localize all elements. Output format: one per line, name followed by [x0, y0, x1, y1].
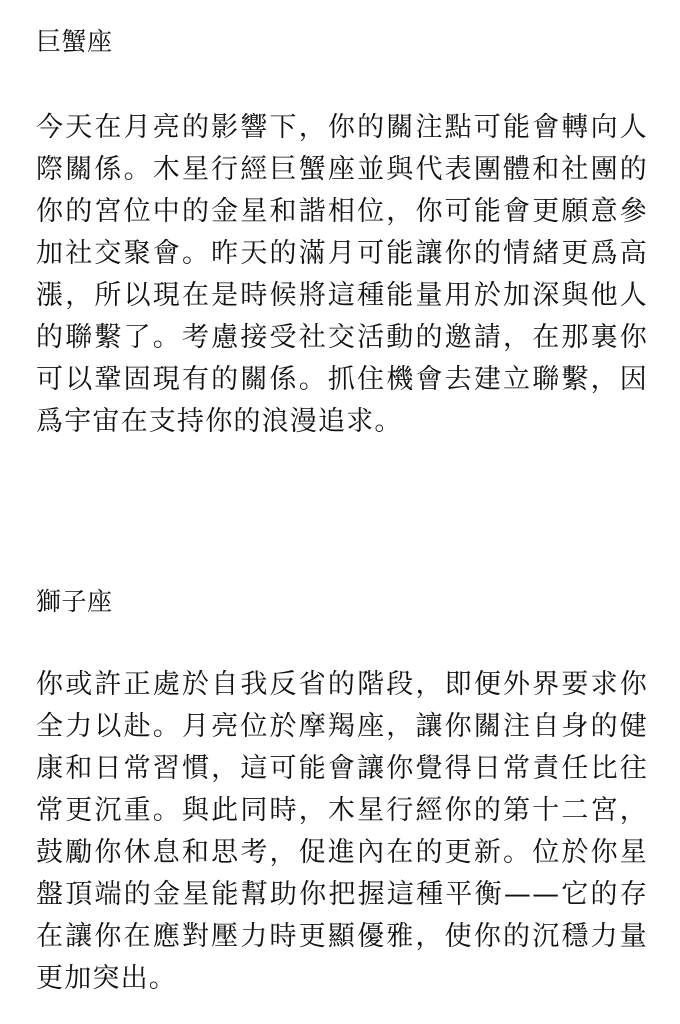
section-title-leo: 獅子座 [36, 587, 113, 616]
section-title-cancer: 巨蟹座 [36, 27, 113, 56]
section-body-cancer: 今天在月亮的影響下，你的關注點可能會轉向人際關係。木星行經巨蟹座並與代表團體和社團的你的宮位中的金星和諧相位，你可能會更願意參加社交聚會。昨天的滿月可能讓你的情緒更爲高漲，所以現在是時候將這種能量用於加深與他人的聯繫了。考慮接受社交活動的邀請，在那裏你可以鞏固現有的關係。抓住機會去建立聯繫，因爲宇宙在支持你的浪漫追求。 [36, 112, 648, 437]
section-body-leo: 你或許正處於自我反省的階段，即便外界要求你全力以赴。月亮位於摩羯座，讓你關注自身的健康和日常習慣，這可能會讓你覺得日常責任比往常更沉重。與此同時，木星行經你的第十二宮，鼓勵你休息和思考，促進內在的更新。位於你星盤頂端的金星能幫助你把握這種平衡——它的存在讓你在應對壓力時更顯優雅，使你的沉穩力量更加突出。 [36, 669, 648, 994]
